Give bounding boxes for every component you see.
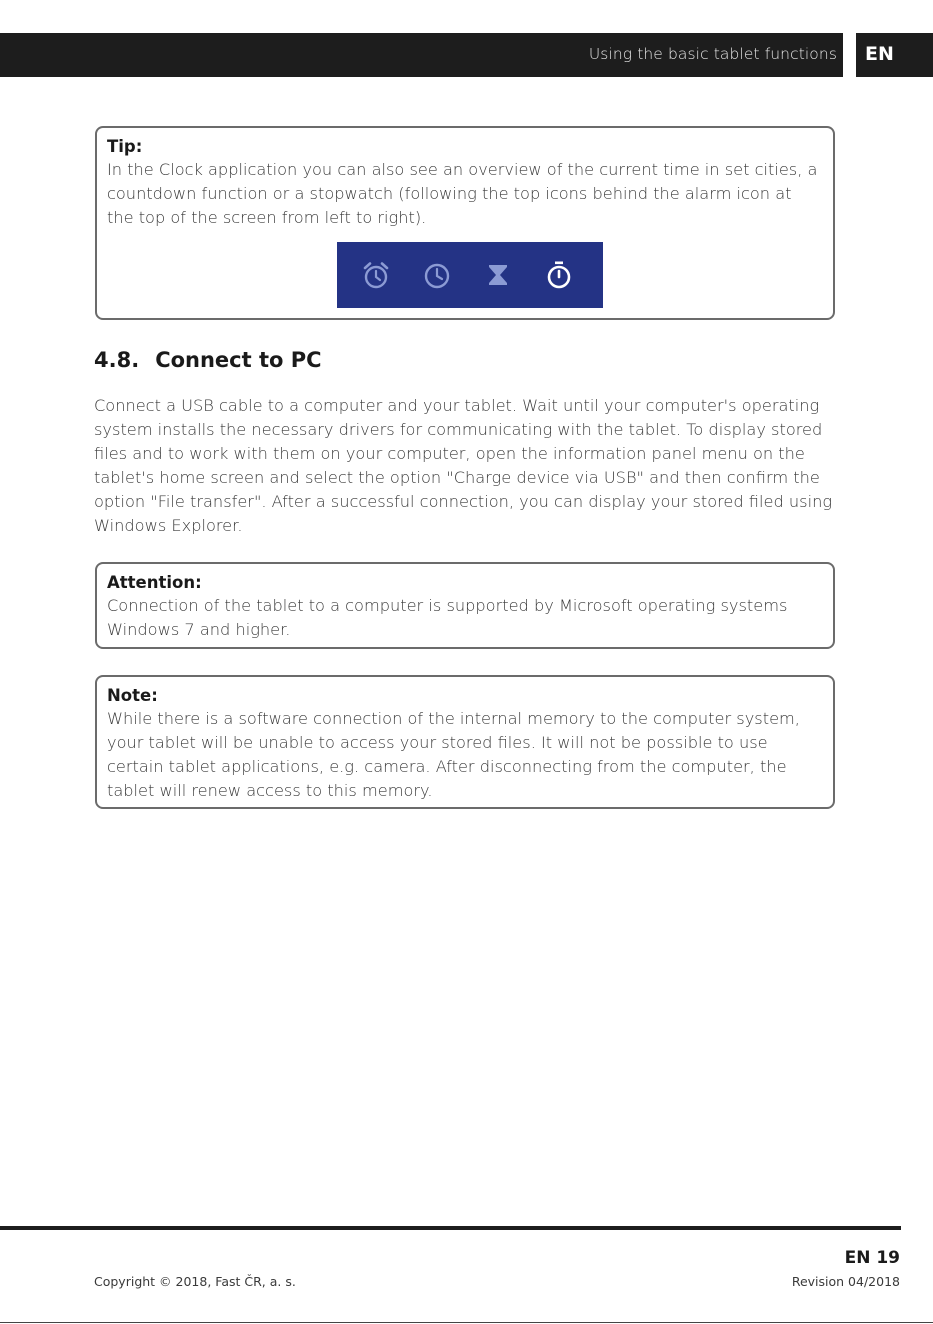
attention-title: Attention: bbox=[107, 573, 202, 592]
note-box bbox=[95, 675, 835, 809]
note-title: Note: bbox=[107, 686, 158, 705]
section-title: Connect to PC bbox=[155, 348, 322, 372]
header-title: Using the basic tablet functions bbox=[588, 45, 837, 63]
attention-box bbox=[95, 562, 835, 649]
section-number: 4.8. bbox=[94, 348, 140, 372]
copyright: Copyright © 2018, Fast ČR, a. s. bbox=[94, 1274, 296, 1289]
stopwatch-icon bbox=[544, 260, 574, 290]
note-text: While there is a software connection of the internal memory to the computer system, your tablet will be unable to access your stored files. It will not be possible to use certain tablet applications, e.g. camera. After disconnecting from the computer, the tablet will renew access to this memory. bbox=[107, 709, 800, 800]
page-number: EN 19 bbox=[844, 1248, 900, 1268]
section-heading bbox=[94, 348, 322, 372]
tip-text: In the Clock application you can also see an overview of the current time in set cities, a countdown function or a stopwatch (following the top icons behind the alarm icon at the top of the screen from left to right). bbox=[107, 160, 818, 227]
tip-box bbox=[95, 126, 835, 320]
language-label: EN bbox=[865, 43, 894, 65]
language-badge bbox=[856, 33, 933, 77]
revision: Revision 04/2018 bbox=[791, 1274, 900, 1289]
bottom-rule bbox=[0, 1322, 933, 1323]
footer-rule bbox=[0, 1226, 901, 1230]
header-bar bbox=[0, 33, 843, 77]
alarm-icon bbox=[361, 260, 391, 290]
tip-title: Tip: bbox=[107, 137, 143, 156]
attention-text: Connection of the tablet to a computer is supported by Microsoft operating systems Windows 7 and higher. bbox=[107, 596, 788, 639]
section-paragraph: Connect a USB cable to a computer and your tablet. Wait until your computer's operating system installs the necessary drivers for communicating with the tablet. To display stored files and to work with them on your computer, open the information panel menu on the tablet's home screen and select the option "Charge device via USB" and then confirm the option "File transfer". After a successful connection, you can display your stored filed using Windows Explorer. bbox=[94, 396, 833, 535]
clock-app-icon-strip bbox=[337, 242, 603, 308]
timer-hourglass-icon bbox=[483, 260, 513, 290]
clock-icon bbox=[422, 260, 452, 290]
